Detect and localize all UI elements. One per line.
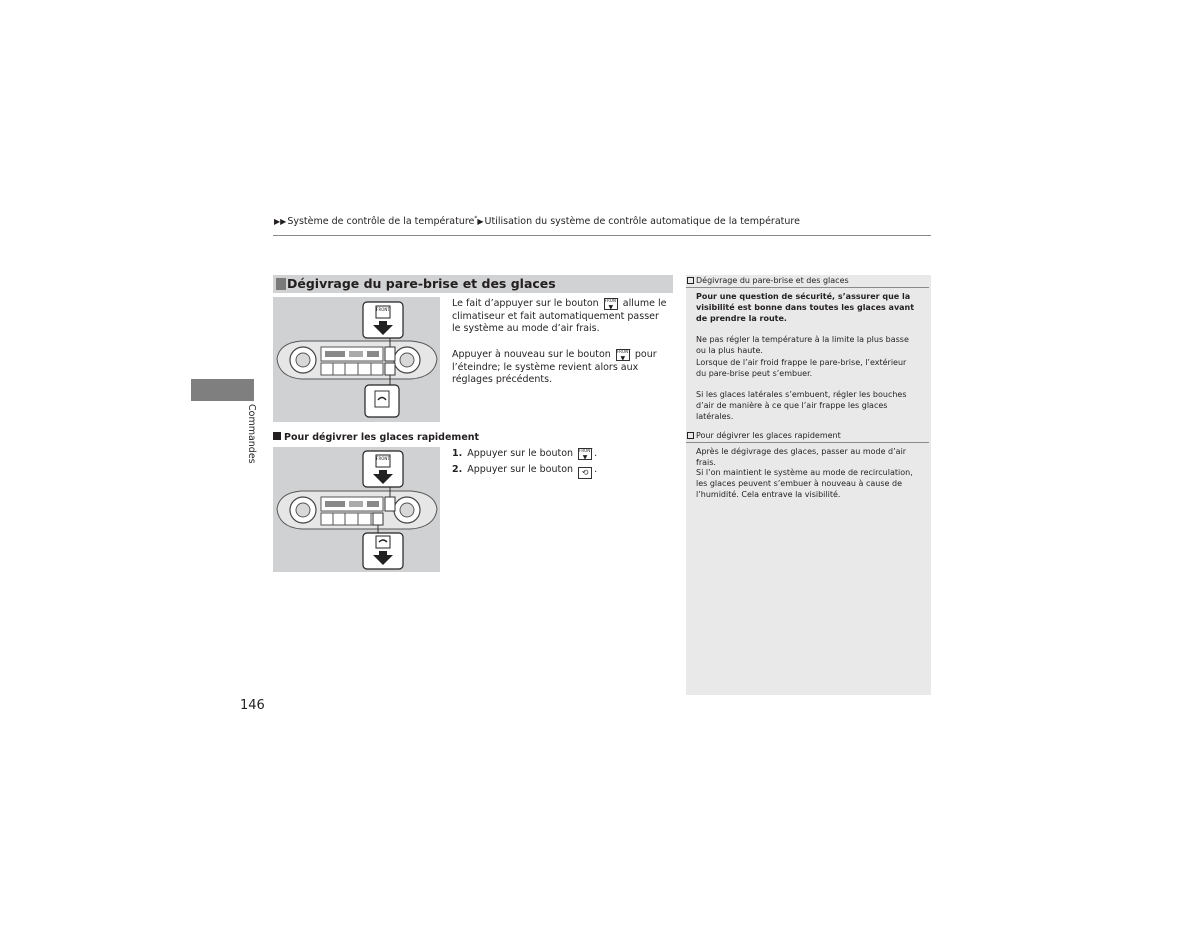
- step-text: Appuyer sur le bouton: [467, 448, 574, 459]
- note-2-heading: Pour dégivrer les glaces rapidement: [687, 431, 841, 440]
- note-2-para-1: Après le dégivrage des glaces, passer au mode d’air frais.: [696, 447, 907, 467]
- section-title: Dégivrage du pare-brise et des glaces: [287, 276, 556, 291]
- note-1-heading: Dégivrage du pare-brise et des glaces: [687, 276, 849, 285]
- note-1-para-3: Si les glaces latérales s’embuent, régler les bouches d’air de manière à ce que l’air frappe les glaces latérales.: [696, 390, 907, 421]
- climate-panel-illustration-quick-defrost: [273, 447, 440, 572]
- step-number: 1.: [452, 448, 463, 459]
- quick-defrost-step-2: [452, 464, 597, 479]
- subsection-marker-icon: [273, 432, 281, 440]
- front-defrost-icon: FRONT ▼: [579, 448, 593, 461]
- note-2-para-2: Si l’on maintient le système au mode de recirculation, les glaces peuvent s’embuer à nouveau à cause de l’humidité. Cela entrave la visibilité.: [696, 468, 913, 499]
- climate-panel-illustration-defrost: [273, 297, 440, 422]
- defrost-paragraph-2: [452, 349, 667, 387]
- breadcrumb-arrow-icon: ▶▶: [274, 217, 287, 227]
- front-defrost-icon: FRONT ▼: [616, 349, 631, 362]
- section-marker-icon: [276, 278, 286, 290]
- note-1-para-1: Ne pas régler la température à la limite la plus basse ou la plus haute.: [696, 335, 909, 355]
- quick-defrost-step-1: [452, 448, 597, 461]
- note-marker-icon: [687, 277, 694, 284]
- breadcrumb-part2: Utilisation du système de contrôle automatique de la température: [484, 216, 800, 228]
- step-end: .: [594, 464, 598, 475]
- chapter-tab-label: Commandes: [246, 404, 257, 464]
- breadcrumb-part1: Système de contrôle de la température: [287, 216, 475, 228]
- note-1-rule: [686, 287, 929, 288]
- step-text: Appuyer sur le bouton: [467, 464, 574, 475]
- defrost-paragraph-1: [452, 298, 667, 336]
- defrost-paragraph-2-end: pour l’éteindre; le système revient alors aux réglages précédents.: [452, 349, 657, 385]
- note-2-rule: [686, 442, 929, 443]
- quick-defrost-heading: Pour dégivrer les glaces rapidement: [273, 432, 479, 443]
- breadcrumb-asterisk: *: [474, 215, 478, 222]
- breadcrumb: [274, 215, 800, 227]
- climate-panel-drawing: [273, 297, 440, 422]
- page-number: 146: [240, 698, 265, 713]
- note-marker-icon: [687, 432, 694, 439]
- climate-panel-drawing-2: [273, 447, 440, 572]
- note-1-para-2: Lorsque de l’air froid frappe le pare-brise, l’extérieur du pare-brise peut s’embuer.: [696, 358, 907, 378]
- header-rule: [273, 235, 931, 236]
- defrost-paragraph-1-end: allume le climatiseur et fait automatiquement passer le système au mode d’air frais.: [452, 298, 667, 334]
- svg-text:FRONT: FRONT: [376, 456, 390, 461]
- svg-text:FRONT: FRONT: [376, 307, 390, 312]
- defrost-paragraph-2-start: Appuyer à nouveau sur le bouton: [452, 349, 611, 360]
- notes-panel: [686, 275, 931, 695]
- step-number: 2.: [452, 464, 463, 475]
- defrost-paragraph-1-start: Le fait d’appuyer sur le bouton: [452, 298, 599, 309]
- chapter-tab: [191, 379, 254, 401]
- recirculation-icon: ⟲: [578, 467, 592, 479]
- breadcrumb-arrow-icon: ▶: [477, 217, 484, 227]
- step-end: .: [594, 448, 598, 459]
- front-defrost-icon: FRONT ▼: [604, 298, 619, 311]
- note-1-safety-text: Pour une question de sécurité, s’assurer que la visibilité est bonne dans toutes les glaces avant de prendre la route.: [696, 292, 915, 323]
